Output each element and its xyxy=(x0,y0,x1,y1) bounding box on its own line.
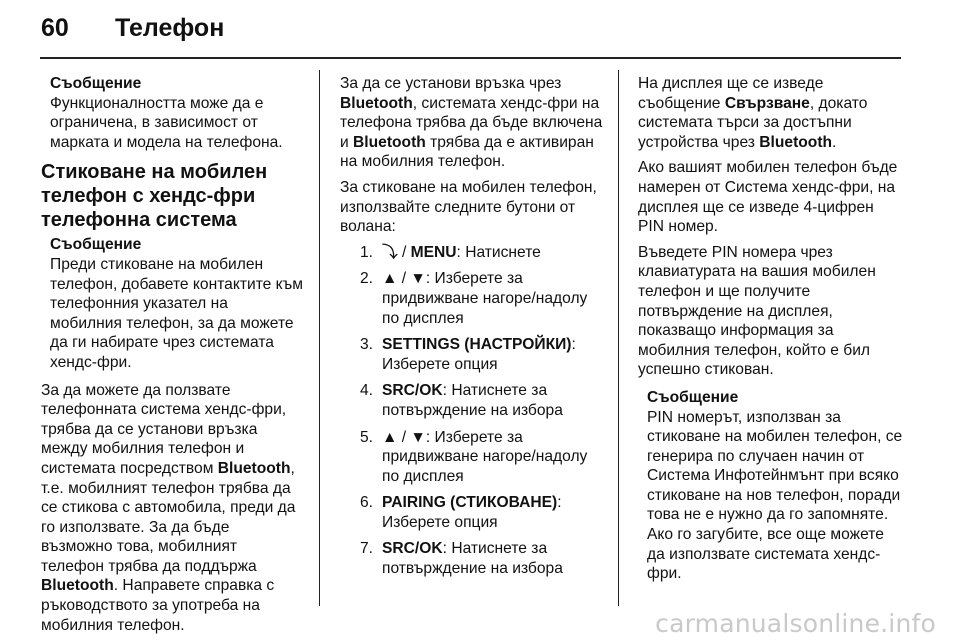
column-2 xyxy=(340,74,604,586)
list-item xyxy=(340,381,604,420)
text-run: , т.е. мобилният телефон трябва да се стикова с автомобила, преди да го използвате. За да бъде възможно това, мобилният телефон трябва да поддържа xyxy=(41,459,296,575)
step-number: 7. xyxy=(359,540,373,558)
column-3 xyxy=(638,74,904,592)
note-heading: Съобщение xyxy=(50,236,142,254)
paragraph xyxy=(41,381,303,636)
list-item xyxy=(340,493,604,532)
paragraph xyxy=(340,74,604,172)
note-box xyxy=(41,74,303,152)
step-number: 2. xyxy=(359,270,373,288)
text-run: . Направете справка с ръководството за употреба на мобилния телефон. xyxy=(41,577,275,634)
step-text: : Изберете за придвижване нагоре/надолу по дисплея xyxy=(382,270,588,327)
step-number: 4. xyxy=(359,382,373,400)
text-run: За да можете да ползвате телефонната система хендс-фри, трябва да се установи връзка между мобилния телефон и системата посредством xyxy=(41,381,287,477)
column-divider xyxy=(319,70,320,606)
page-header xyxy=(41,14,224,50)
text-run: , докато системата търси за достъпни устройства чрез xyxy=(638,94,868,151)
column-divider xyxy=(618,70,619,606)
button-name: SRC/OK xyxy=(382,382,443,400)
step-text: : Натиснете за потвърждение на избора xyxy=(382,382,563,419)
paragraph: За стиковане на мобилен телефон, използвайте следните бутони от волана: xyxy=(340,178,597,236)
text-run: трябва да е активиран на мобилния телефон. xyxy=(340,133,594,171)
steps-list xyxy=(340,243,604,579)
step-number: 1. xyxy=(359,243,373,261)
step-number: 5. xyxy=(359,428,373,446)
list-item xyxy=(340,428,604,487)
arrow-keys: ▲ / ▼ xyxy=(382,270,426,288)
separator: / xyxy=(397,243,411,261)
note-text: Преди стиковане на мобилен телефон, добавете контактите към телефонния указател на мобилния телефон, за да можете да ги набирате чрез системата хендс-фри. xyxy=(50,255,303,371)
step-text: : Натиснете за потвърждение на избора xyxy=(382,540,563,578)
text-run: . xyxy=(832,133,837,151)
step-number: 3. xyxy=(359,336,373,354)
step-text: : Изберете за придвижване нагоре/надолу по дисплея xyxy=(382,428,588,485)
text-run: На дисплея ще се изведе съобщение xyxy=(638,75,824,112)
paragraph xyxy=(638,74,904,152)
list-item xyxy=(340,539,604,578)
step-text: : Изберете опция xyxy=(382,494,562,531)
button-name: MENU xyxy=(410,243,457,261)
bold-term: Bluetooth xyxy=(759,133,833,151)
paragraph: Въведете PIN номера чрез клавиатурата на вашия мобилен телефон и ще получите потвърждение на дисплея, показващо информация за мобилния телефон, който е бил успешно стикован. xyxy=(638,243,876,379)
bold-term: Свързване xyxy=(724,94,810,112)
bold-term: Bluetooth xyxy=(353,133,426,151)
button-name: SRC/OK xyxy=(382,540,443,558)
button-name: SETTINGS (НАСТРОЙКИ) xyxy=(382,336,572,354)
step-text: : Натиснете xyxy=(456,243,541,261)
text-run: За да се установи връзка чрез xyxy=(340,75,562,92)
step-number: 6. xyxy=(359,494,373,512)
bold-term: Bluetooth xyxy=(41,577,114,595)
header-rule xyxy=(40,57,901,59)
section-heading: Стиковане на мобилен телефон с хендс-фри телефонна система xyxy=(41,161,268,232)
note-text: Функционалността може да е ограничена, в зависимост от марката и модела на телефона. xyxy=(50,94,283,151)
note-box xyxy=(41,235,303,372)
watermark: carmanualsonline.info xyxy=(655,609,936,638)
page-number: 60 xyxy=(41,14,69,42)
step-text: : Изберете опция xyxy=(382,336,576,373)
list-item xyxy=(340,335,604,374)
button-name: PAIRING (СТИКОВАНЕ) xyxy=(382,494,558,512)
note-text: PIN номерът, използван за стиковане на мобилен телефон, се генерира по случаен начин от Система Инфотейнмънт при всяко стиковане на нов телефон, поради това не е нужно да го запомняте. Ако го загубите, все още можете да използвате системата хендс-фри. xyxy=(647,408,903,583)
text-run: , системата хендс-фри на телефона трябва да бъде включена и xyxy=(340,94,603,151)
note-box xyxy=(638,388,904,584)
arrow-keys: ▲ / ▼ xyxy=(382,428,426,446)
list-item xyxy=(340,243,604,263)
page-title: Телефон xyxy=(115,14,225,42)
paragraph: Ако вашият мобилен телефон бъде намерен от Система хендс-фри, на дисплея ще се изведе 4-цифрен PIN номер. xyxy=(638,159,898,236)
list-item xyxy=(340,269,604,328)
note-heading: Съобщение xyxy=(647,388,739,406)
column-1 xyxy=(41,74,303,641)
note-heading: Съобщение xyxy=(50,75,142,92)
bold-term: Bluetooth xyxy=(217,459,291,477)
phone-hook-icon: ⤵ xyxy=(382,243,398,261)
bold-term: Bluetooth xyxy=(340,94,413,112)
